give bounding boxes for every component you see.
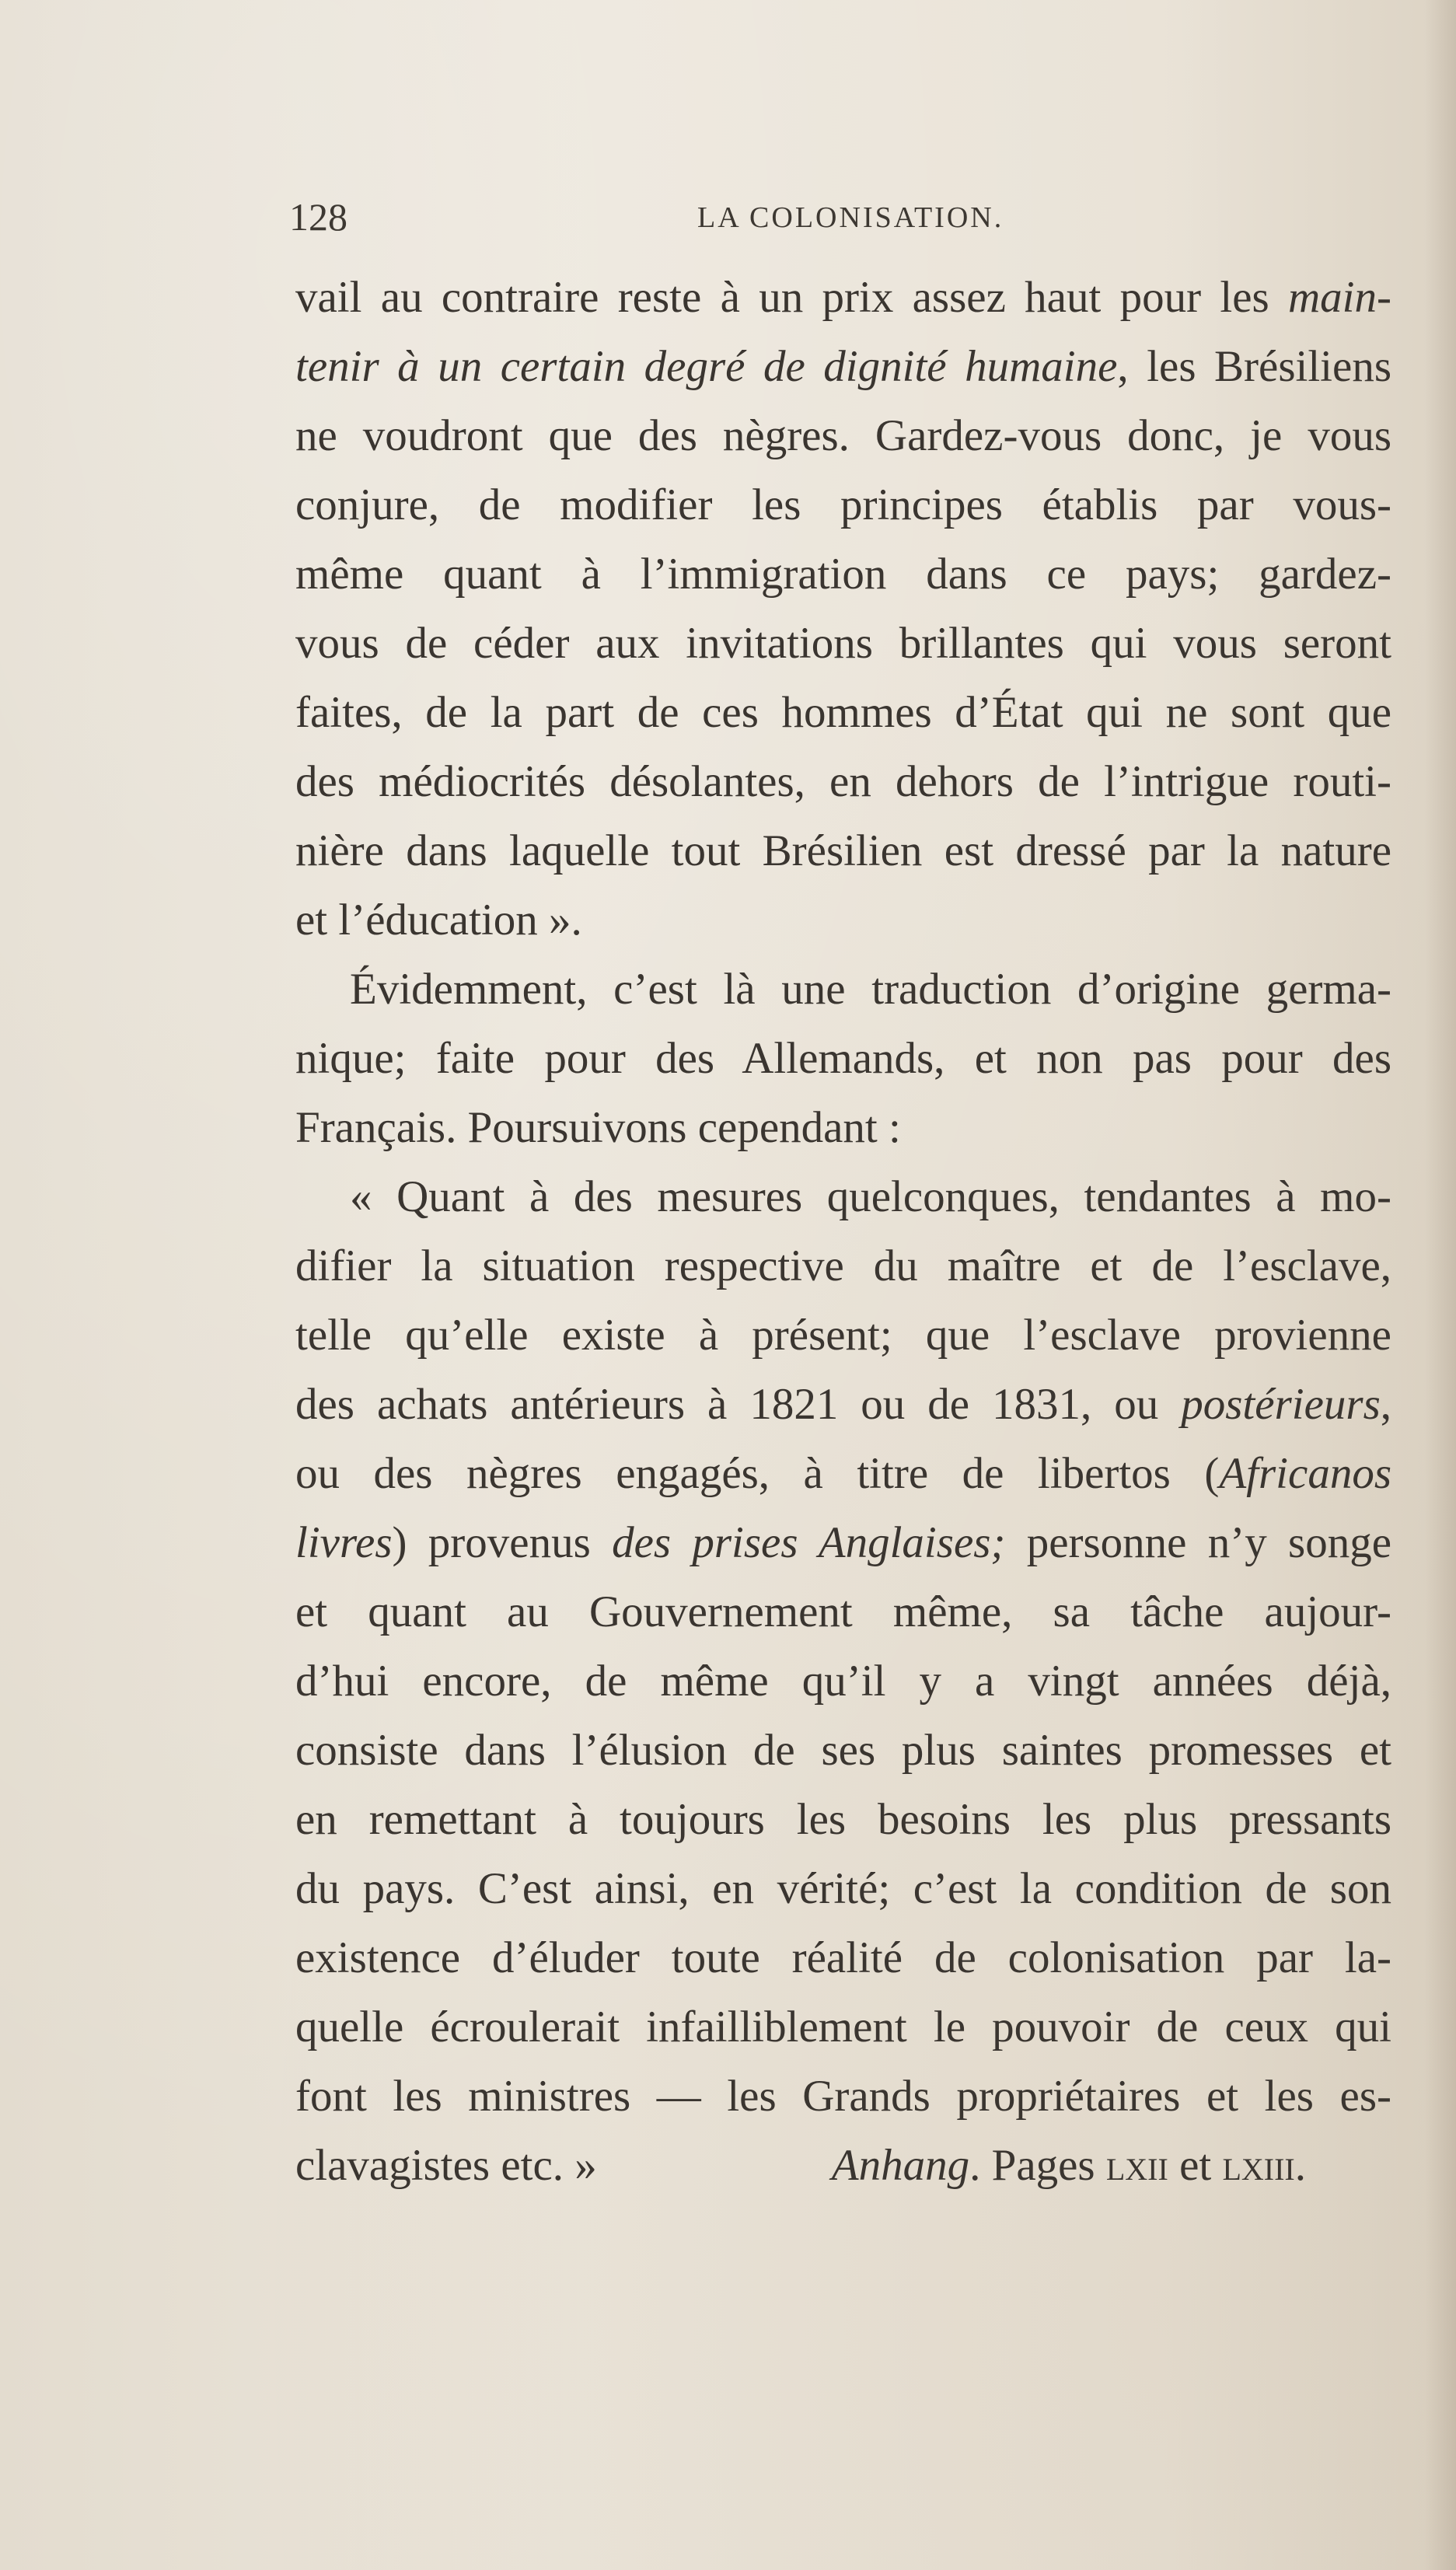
text-line (295, 955, 1391, 1024)
text-line (295, 1370, 1391, 1439)
text-run: consiste dans l’élusion de ses plus saintes promesses et (295, 1726, 1391, 1775)
text-run: vail au contraire reste à un prix assez haut pour les (295, 273, 1289, 322)
italic-text: des prises Anglaises; (612, 1518, 1006, 1567)
source-page-2: lxiii (1222, 2141, 1295, 2190)
source-pages-label: . Pages (969, 2141, 1106, 2190)
text-line (295, 1439, 1391, 1508)
text-run: font les ministres — les Grands propriétaires et les es- (295, 2072, 1391, 2121)
text-run: Évidemment, c’est là une traduction d’origine germa- (350, 965, 1391, 1014)
text-line (295, 816, 1391, 885)
source-citation (832, 2131, 1306, 2200)
text-line (295, 1093, 1391, 1162)
text-run: ) provenus (392, 1518, 613, 1567)
text-line (295, 1301, 1391, 1370)
italic-text: tenir à un certain degré de dignité humaine (295, 342, 1118, 391)
text-line (295, 1992, 1391, 2062)
text-line (295, 747, 1391, 816)
text-run: Français. Poursuivons cependant : (295, 1103, 901, 1152)
text-run: faites, de la part de ces hommes d’État qui ne sont que (295, 688, 1391, 737)
body-text (295, 263, 1391, 2200)
source-page-1: lxii (1105, 2141, 1168, 2190)
text-run: ou des nègres engagés, à titre de libertos ( (295, 1449, 1220, 1498)
text-line (295, 332, 1391, 401)
text-run: et l’éducation ». (295, 896, 582, 945)
text-run: même quant à l’immigration dans ce pays; gardez- (295, 550, 1391, 599)
page-edge-shadow (1425, 0, 1456, 2570)
italic-text: main- (1288, 273, 1391, 322)
text-line (295, 1646, 1391, 1716)
text-run: telle qu’elle existe à présent; que l’esclave provienne (295, 1311, 1391, 1360)
final-line-left: clavagistes etc. » (295, 2141, 597, 2190)
text-line (295, 678, 1391, 747)
text-line (295, 263, 1391, 332)
text-line (295, 2062, 1391, 2131)
text-line (295, 470, 1391, 539)
source-end: . (1294, 2141, 1306, 2190)
text-line (295, 1231, 1391, 1301)
text-run: conjure, de modifier les principes établis par vous- (295, 480, 1391, 529)
text-line (295, 1508, 1391, 1577)
text-run: « Quant à des mesures quelconques, tendantes à mo- (350, 1172, 1391, 1221)
text-line (295, 1716, 1391, 1785)
text-run: personne n’y songe (1005, 1518, 1391, 1567)
text-line (295, 1162, 1391, 1231)
text-run: , (1380, 1380, 1391, 1429)
text-line (295, 609, 1391, 678)
text-run: difier la situation respective du maître et de l’esclave, (295, 1241, 1391, 1290)
running-title: LA COLONISATION. (697, 201, 1004, 234)
page-number: 128 (289, 195, 347, 239)
source-conj: et (1168, 2141, 1223, 2190)
text-line (295, 1024, 1391, 1093)
text-run: vous de céder aux invitations brillantes qui vous seront (295, 619, 1391, 668)
text-run: des médiocrités désolantes, en dehors de l’intrigue routi- (295, 757, 1391, 806)
italic-text: livres (295, 1518, 393, 1567)
text-run: d’hui encore, de même qu’il y a vingt années déjà, (295, 1657, 1391, 1706)
text-run: , les Brésiliens (1117, 342, 1391, 391)
text-line (295, 539, 1391, 609)
text-run: nique; faite pour des Allemands, et non pas pour des (295, 1034, 1391, 1083)
text-run: ne voudront que des nègres. Gardez-vous donc, je vous (295, 411, 1391, 460)
text-line (295, 1785, 1391, 1854)
source-title: Anhang (831, 2141, 970, 2190)
text-line-final (295, 2131, 1391, 2200)
italic-text: Africanos (1219, 1449, 1391, 1498)
text-line (295, 1854, 1391, 1923)
text-run: nière dans laquelle tout Brésilien est dressé par la nature (295, 826, 1391, 875)
text-run: des achats antérieurs à 1821 ou de 1831, ou (295, 1380, 1182, 1429)
text-run: et quant au Gouvernement même, sa tâche aujour- (295, 1587, 1391, 1636)
text-run: existence d’éluder toute réalité de colonisation par la- (295, 1933, 1391, 1982)
text-run: en remettant à toujours les besoins les plus pressants (295, 1795, 1391, 1844)
text-run: quelle écroulerait infailliblement le pouvoir de ceux qui (295, 2003, 1391, 2051)
text-line (295, 1923, 1391, 1992)
italic-text: postérieurs (1181, 1380, 1381, 1429)
text-line (295, 1577, 1391, 1646)
text-run: du pays. C’est ainsi, en vérité; c’est la condition de son (295, 1864, 1391, 1913)
running-head (289, 194, 1385, 241)
text-line (295, 401, 1391, 470)
text-line (295, 885, 1391, 955)
